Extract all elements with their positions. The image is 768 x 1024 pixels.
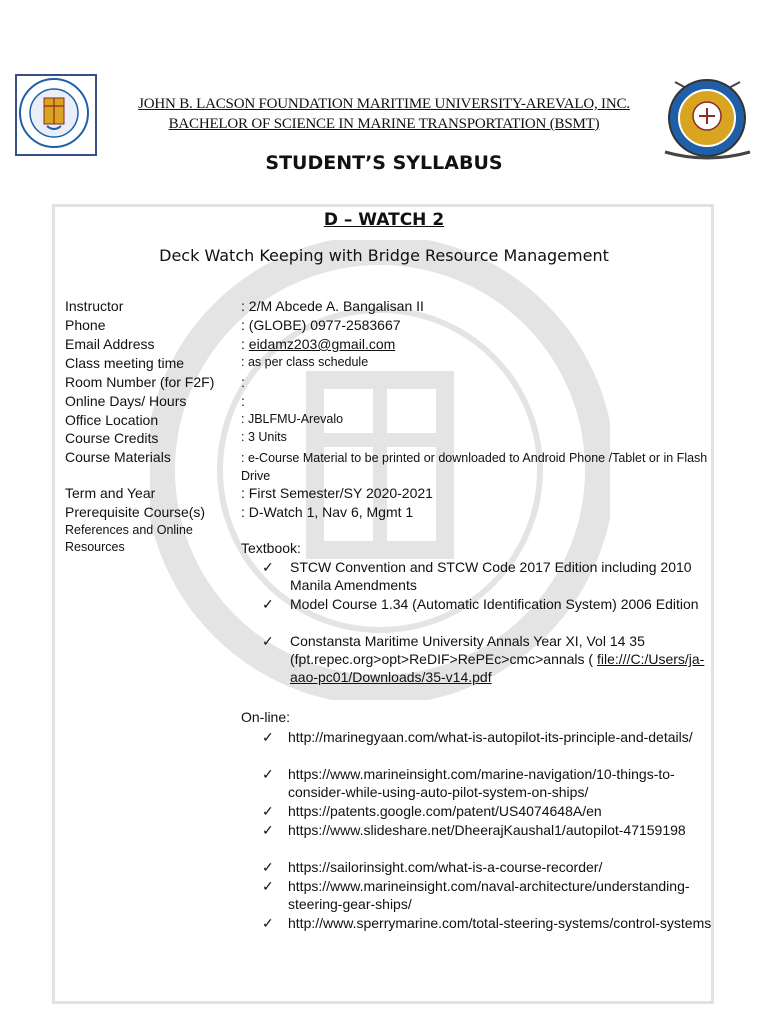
course-code: D – WATCH 2 — [323, 210, 445, 230]
textbook-citation: Constansta Maritime University Annals Year XI, Vol 14 35 (fpt.repec.org>opt>ReDIF>RePEc>cmc>annals ( — [290, 633, 645, 667]
online-resource-link[interactable]: http://marinegyaan.com/what-is-autopilot-its-principle-and-details/ — [288, 729, 693, 745]
course-credits-label: Course Credits — [65, 430, 159, 446]
online-resource-item — [262, 802, 712, 820]
textbook-item — [262, 595, 712, 613]
check-icon: ✓ — [262, 878, 274, 894]
online-heading: On-line: — [241, 709, 291, 725]
class-time-label: Class meeting time — [65, 355, 185, 371]
online-resource-item — [262, 821, 712, 839]
email-prefix: : — [241, 336, 249, 352]
prerequisite-value: : D-Watch 1, Nav 6, Mgmt 1 — [241, 504, 414, 520]
online-resource-link[interactable]: https://www.marineinsight.com/naval-architecture/understanding-steering-gear-ships/ — [288, 878, 690, 912]
left-university-seal — [15, 74, 97, 156]
course-materials-label: Course Materials — [65, 449, 171, 465]
class-time-value: : as per class schedule — [241, 355, 369, 369]
check-icon: ✓ — [262, 859, 274, 875]
check-icon: ✓ — [262, 822, 274, 838]
online-resource-item — [262, 877, 712, 913]
check-icon: ✓ — [262, 803, 274, 819]
document-title: STUDENT’S SYLLABUS — [265, 152, 503, 174]
online-resource-item — [262, 914, 712, 932]
phone-label: Phone — [65, 317, 106, 333]
online-resource-link[interactable]: http://www.sperrymarine.com/total-steering-systems/control-systems — [288, 915, 712, 931]
check-icon: ✓ — [262, 596, 274, 612]
textbook-text: Model Course 1.34 (Automatic Identification System) 2006 Edition — [290, 596, 699, 612]
room-number-label: Room Number (for F2F) — [65, 374, 215, 390]
online-resource-link[interactable]: https://www.slideshare.net/DheerajKaushal1/autopilot-47159198 — [288, 822, 686, 838]
office-location-label: Office Location — [65, 412, 159, 428]
phone-value: : (GLOBE) 0977-2583667 — [241, 317, 401, 333]
online-resource-item — [262, 728, 712, 746]
institution-name: JOHN B. LACSON FOUNDATION MARITIME UNIVERSITY-AREVALO, INC. — [138, 96, 630, 112]
textbook-text — [290, 632, 712, 686]
textbook-item — [262, 558, 712, 594]
online-resource-link[interactable]: https://sailorinsight.com/what-is-a-course-recorder/ — [288, 859, 603, 875]
online-resource-link[interactable]: https://patents.google.com/patent/US4074648A/en — [288, 803, 602, 819]
references-label: References and Online Resources — [65, 523, 193, 554]
email-row — [241, 336, 395, 352]
online-resource-link[interactable]: https://www.marineinsight.com/marine-navigation/10-things-to-consider-while-using-auto-pilot-system-on-ships/ — [288, 766, 675, 800]
room-number-value: : — [241, 374, 245, 390]
check-icon: ✓ — [262, 915, 274, 931]
instructor-value: : 2/M Abcede A. Bangalisan II — [241, 298, 424, 314]
course-materials-value: : e-Course Material to be printed or downloaded to Android Phone /Tablet or in Flash Drive — [241, 451, 708, 483]
email-link[interactable]: eidamz203@gmail.com — [248, 336, 396, 352]
textbook-heading: Textbook: — [241, 540, 301, 556]
check-icon: ✓ — [262, 766, 274, 782]
online-days-value: : — [241, 393, 245, 409]
online-resource-item — [262, 765, 712, 801]
program-name: BACHELOR OF SCIENCE IN MARINE TRANSPORTATION (BSMT) — [168, 116, 600, 132]
instructor-label: Instructor — [65, 298, 124, 314]
textbook-text: STCW Convention and STCW Code 2017 Edition including 2010 Manila Amendments — [290, 559, 692, 593]
course-credits-value: : 3 Units — [241, 430, 287, 444]
textbook-item — [262, 632, 712, 686]
term-value: : First Semester/SY 2020-2021 — [241, 485, 433, 501]
check-icon: ✓ — [262, 559, 274, 575]
term-label: Term and Year — [65, 485, 156, 501]
online-resource-item — [262, 858, 712, 876]
textbook-file-link[interactable]: file:///C:/Users/ja-aao-pc01/Downloads/35-v14.pdf — [290, 651, 705, 685]
email-label: Email Address — [65, 336, 155, 352]
prerequisite-label: Prerequisite Course(s) — [65, 504, 206, 520]
course-name: Deck Watch Keeping with Bridge Resource Management — [159, 246, 609, 265]
check-icon: ✓ — [262, 729, 274, 745]
online-days-label: Online Days/ Hours — [65, 393, 187, 409]
office-location-value: : JBLFMU-Arevalo — [241, 412, 344, 426]
check-icon: ✓ — [262, 633, 274, 649]
